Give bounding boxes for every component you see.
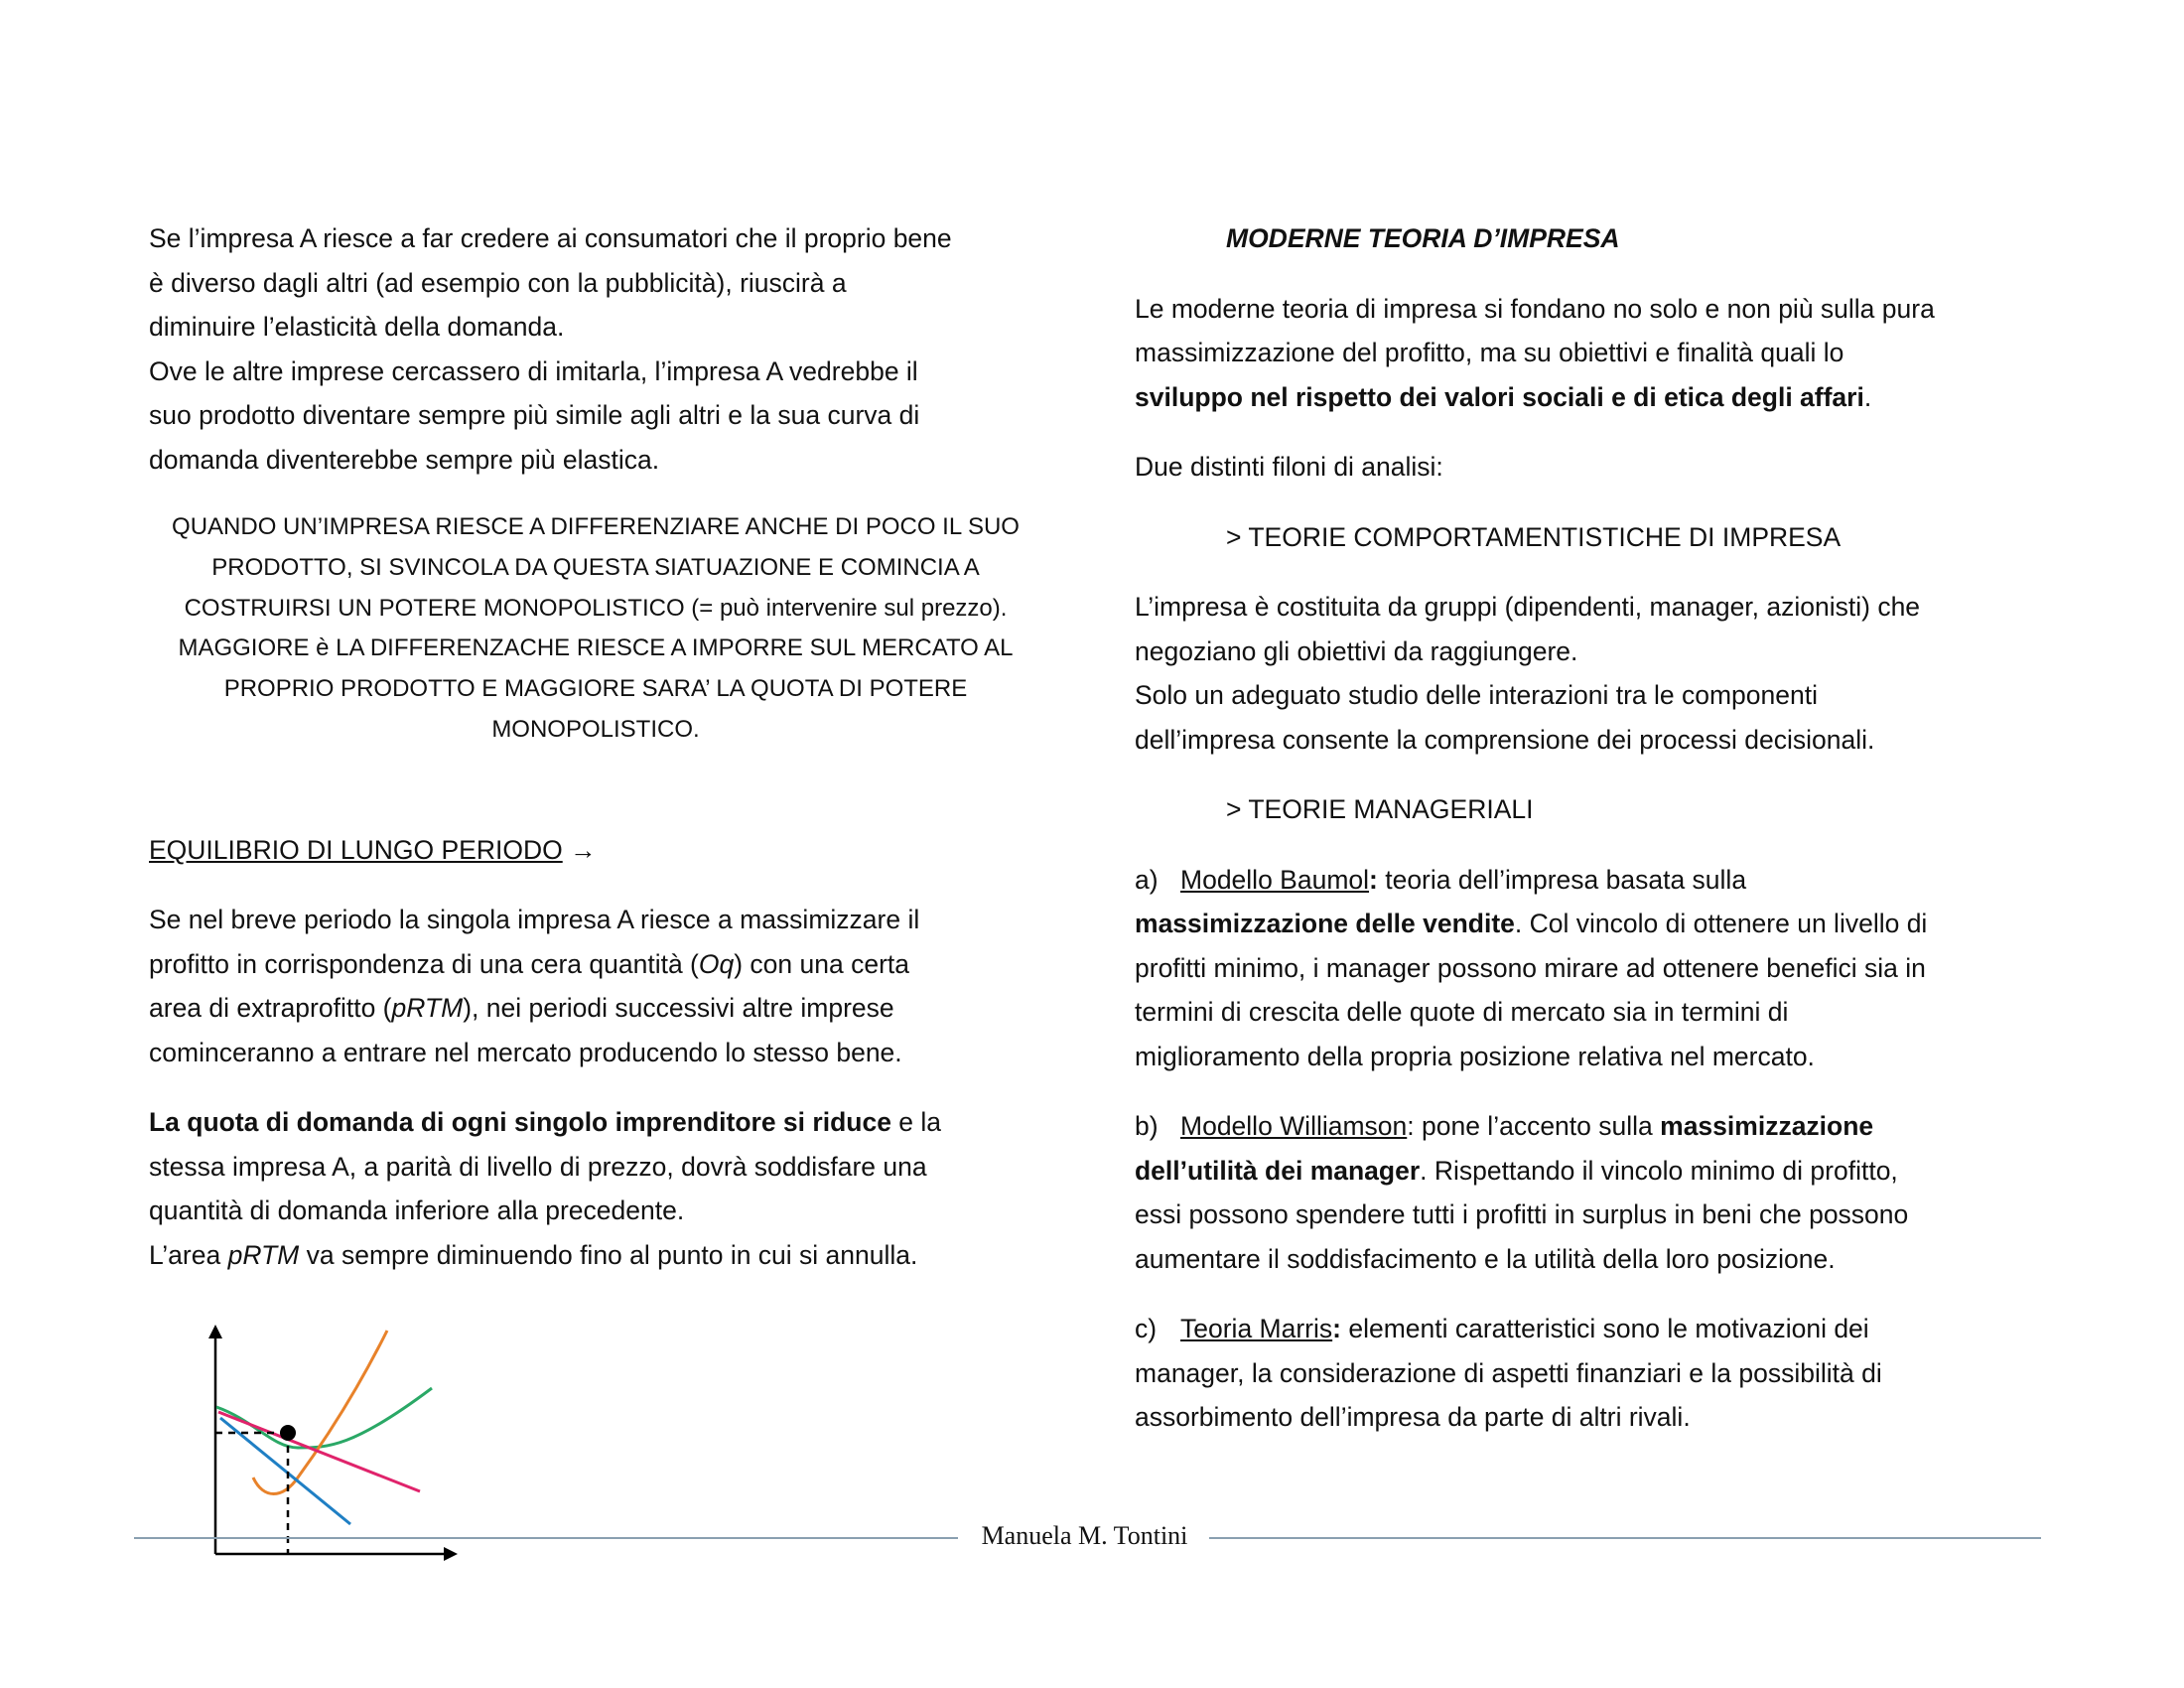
footer-rule-right bbox=[1209, 1537, 2041, 1539]
section-heading: EQUILIBRIO DI LUNGO PERIODO → bbox=[149, 834, 597, 865]
x-axis-arrowhead bbox=[444, 1547, 458, 1561]
subheading-managerial: > TEORIE MANAGERIALI bbox=[1226, 794, 1534, 824]
paragraph-two-strands: Due distinti filoni di analisi: bbox=[1135, 452, 1443, 482]
demand-curve bbox=[218, 1412, 420, 1491]
subheading-behavioral: > TEORIE COMPORTAMENTISTICHE DI IMPRESA bbox=[1226, 521, 1842, 552]
paragraph-short-run: Se nel breve periodo la singola impresa A riesce a massimizzare il profitto in corrispondenza di una cera quantità (Oq) con una certa area di extraprofitto (pRTM), nei periodi successivi altre imprese cominceranno a entrare nel mercato producendo lo stesso bene. bbox=[149, 905, 920, 1067]
caps-note: QUANDO UN’IMPRESA RIESCE A DIFFERENZIARE ANCHE DI POCO IL SUO PRODOTTO, SI SVINCOLA DA QUESTA SIATUAZIONE E COMINCIA A COSTRUIRSI UN POTERE MONOPOLISTICO (= può intervenire sul prezzo). MAGGIORE è LA DIFFERENZACHE RIESCE A IMPORRE SUL MERCATO AL PROPRIO PRODOTTO E MAGGIORE SARA’ LA QUOTA DI POTERE MONOPOLISTICO. bbox=[172, 513, 1020, 743]
footer-rule-left bbox=[134, 1537, 958, 1539]
arrow-right-icon: → bbox=[570, 834, 597, 865]
paragraph-differentiation: Se l’impresa A riesce a far credere ai consumatori che il proprio bene è diverso dagli altri (ad esempio con la pubblicità), riuscirà a diminuire l’elasticità della domanda. Ove le altre imprese cercassero di imitarla, l’impresa A vedrebbe il suo prodotto diventare sempre più simile agli altri e la sua curva di domanda diventerebbe sempre più elastica. bbox=[149, 223, 952, 475]
graph-axes bbox=[208, 1325, 458, 1561]
footer-author: Manuela M. Tontini bbox=[981, 1521, 1188, 1550]
paragraph-modern-theory: Le moderne teoria di impresa si fondano no solo e non più sulla pura massimizzazione del profitto, ma su obiettivi e finalità quali lo sviluppo nel rispetto dei valori sociali e di etica degli affari. bbox=[1135, 293, 1935, 412]
list-item-williamson: b) Modello Williamson: pone l’accento sulla massimizzazione dell’utilità dei manager. Rispettando il vincolo minimo di profitto, essi possono spendere tutti i profitti in surplus in beni che possono aumentare il soddisfacimento e la utilità della loro posizione. bbox=[1135, 1111, 1909, 1274]
equilibrium-graph bbox=[159, 1321, 467, 1569]
y-axis-arrowhead bbox=[208, 1325, 222, 1338]
equilibrium-point bbox=[280, 1425, 296, 1441]
paragraph-behavioral: L’impresa è costituita da gruppi (dipendenti, manager, azionisti) che negoziano gli obiettivi da raggiungere. Solo un adeguato studio delle interazioni tra le componenti dell’impresa consente la comprensione dei processi decisionali. bbox=[1135, 592, 1921, 755]
section-title: MODERNE TEORIA D’IMPRESA bbox=[1226, 223, 1620, 253]
left-column bbox=[149, 216, 1042, 1277]
list-item-marris: c) Teoria Marris: elementi caratteristici sono le motivazioni dei manager, la considerazione di aspetti finanziari e la possibilità di assorbimento dell’impresa da parte di altri rivali. bbox=[1135, 1314, 1882, 1432]
paragraph-quota: La quota di domanda di ogni singolo imprenditore si riduce e la stessa impresa A, a parità di livello di prezzo, dovrà soddisfare una quantità di domanda inferiore alla precedente. L’area pRTM va sempre diminuendo fino al punto in cui si annulla. bbox=[149, 1107, 942, 1270]
right-column bbox=[1135, 216, 2038, 1440]
list-item-baumol: a) Modello Baumol: teoria dell’impresa basata sulla massimizzazione delle vendite. Col vincolo di ottenere un livello di profitti minimo, i manager possono mirare ad ottenere benefici sia in termini di crescita delle quote di mercato sia in termini di miglioramento della propria posizione relativa nel mercato. bbox=[1135, 864, 1928, 1071]
